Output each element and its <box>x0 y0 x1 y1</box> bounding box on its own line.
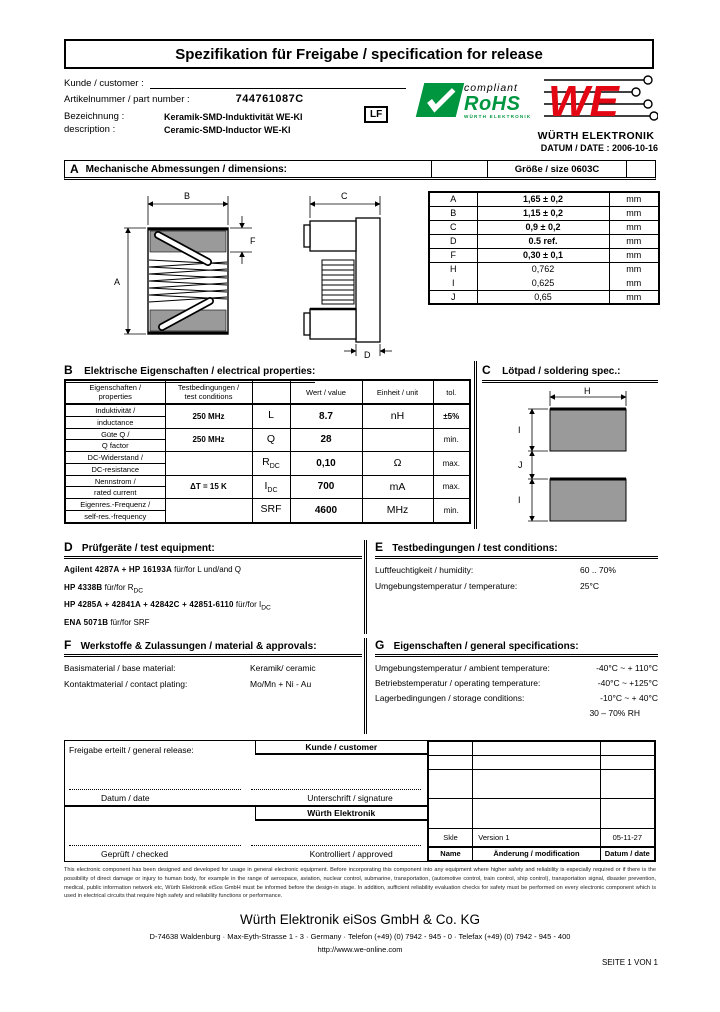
footer <box>64 912 656 954</box>
we-letters: WE <box>548 77 619 124</box>
section-e-header <box>375 540 658 559</box>
dim-value: 0,30 ± 0,1 <box>477 248 609 262</box>
table-row <box>429 276 659 290</box>
dim-value: 1,15 ± 0,2 <box>477 206 609 220</box>
unit-cell: Ω <box>362 452 433 476</box>
revision-table <box>427 741 655 861</box>
section-c <box>474 361 658 529</box>
section-d-title: Prüfgeräte / test equipment: <box>81 543 215 554</box>
dim-unit: mm <box>609 262 659 276</box>
section-a-title-cell <box>65 161 431 177</box>
rohs-sub-label: WÜRTH ELEKTRONIK <box>464 113 532 119</box>
revision-date: 05-11-27 <box>600 829 654 847</box>
revision-header-row <box>428 847 654 861</box>
table-row <box>65 475 470 499</box>
unit-cell: MHz <box>362 499 433 523</box>
dim-label-f: F <box>250 236 256 246</box>
section-a-letter: A <box>70 162 79 176</box>
we-company-label: WÜRTH ELEKTRONIK <box>537 130 655 142</box>
header-fields <box>64 78 406 137</box>
equipment-line: Agilent 4287A + HP 16193A für/for L und/and Q <box>64 565 242 574</box>
section-c-header <box>482 361 658 383</box>
customer-row <box>64 78 406 89</box>
dim-key: J <box>429 290 477 304</box>
dim-key: I <box>429 276 477 290</box>
value-cell: 0,10 <box>290 452 362 476</box>
date-line: DATUM / DATE : 2006-10-16 <box>540 143 658 153</box>
value-cell: 4600 <box>290 499 362 523</box>
table-row <box>429 192 659 206</box>
date-label: Datum / date <box>101 793 150 803</box>
pad-label-h: H <box>584 386 591 396</box>
section-e-letter: E <box>375 540 384 554</box>
unit-cell: mA <box>362 475 433 499</box>
prop-cell: Eigenres.-Frequenz / self-res.-frequency <box>65 499 165 523</box>
condition-row: Luftfeuchtigkeit / humidity: 60 .. 70% <box>375 565 616 575</box>
we-header-cell: Würth Elektronik <box>255 807 427 821</box>
pad-label-j: J <box>518 460 523 470</box>
section-a-spacer-cell <box>431 161 487 177</box>
value-cell: 700 <box>290 475 362 499</box>
symbol-cell: SRF <box>252 499 290 523</box>
we-release-area <box>65 805 427 861</box>
size-label: Größe / size 0603C <box>514 163 600 175</box>
equipment-line: HP 4285A + 42841A + 42842C + 42851-6110 für/for $I_{DC}$ <box>64 600 271 612</box>
checkmark-icon <box>423 87 457 113</box>
section-g-letter: G <box>375 638 385 652</box>
col-properties: Eigenschaften / properties <box>65 380 165 404</box>
section-a-header <box>64 160 656 180</box>
release-left <box>65 741 427 861</box>
signature-label: Unterschrift / signature <box>307 793 393 803</box>
table-row <box>65 452 470 476</box>
document-title: Spezifikation für Freigabe / specification for release <box>175 45 543 63</box>
spec-row: Lagerbedingungen / storage conditions: -10°C ~ + 40°C <box>375 693 658 703</box>
section-e <box>364 540 658 634</box>
symbol-cell: L <box>252 404 290 428</box>
top-pad <box>550 409 626 451</box>
table-row <box>65 499 470 523</box>
description-label: description : <box>64 124 116 135</box>
dim-value: 0.5 ref. <box>477 234 609 248</box>
designation-value: Keramik-SMD-Induktivität WE-KI <box>164 112 303 122</box>
dim-key: C <box>429 220 477 234</box>
cond-cell <box>165 452 252 476</box>
part-number-label: Artikelnummer / part number : <box>64 94 190 105</box>
signature-line <box>251 789 421 790</box>
spec-row: 30 – 70% RH <box>589 708 640 718</box>
col-tol: tol. <box>433 380 470 404</box>
dim-label-c: C <box>341 191 348 201</box>
spec-row: Umgebungstemperatur / ambient temperature: -40°C ~ + 110°C <box>375 663 658 673</box>
section-a-title: Mechanische Abmessungen / dimensions: <box>85 163 288 175</box>
customer-fill-line <box>150 78 406 89</box>
dim-unit: mm <box>609 206 659 220</box>
section-f-letter: F <box>64 638 72 652</box>
section-b-title: Elektrische Eigenschaften / electrical properties: <box>84 366 316 377</box>
approved-label: Kontrolliert / approved <box>309 849 393 859</box>
rohs-text <box>464 83 531 119</box>
revision-header-modification: Änderung / modification <box>473 847 600 861</box>
revision-header-date: Datum / date <box>600 847 654 861</box>
section-f-title: Werkstoffe & Zulassungen / material & approvals: <box>80 641 317 652</box>
cond-cell: 250 MHz <box>165 428 252 452</box>
dim-unit: mm <box>609 290 659 304</box>
tol-cell: max. <box>433 452 470 476</box>
checked-label: Geprüft / checked <box>101 849 169 859</box>
tol-cell: max. <box>433 475 470 499</box>
lf-badge: LF <box>364 106 388 123</box>
dim-unit: mm <box>609 248 659 262</box>
unit-cell <box>362 428 433 452</box>
col-conditions: Testbedingungen / test conditions <box>165 380 252 404</box>
we-logo <box>534 74 658 142</box>
customer-release-area <box>65 741 427 805</box>
mechanical-drawing <box>70 188 420 358</box>
rohs-name-label: RoHS <box>464 92 521 115</box>
symbol-cell: $I_{DC}$ <box>252 475 290 499</box>
revision-empty-row <box>428 799 654 829</box>
description-row <box>64 124 406 135</box>
checked-line <box>69 845 241 846</box>
document-title-box <box>64 39 654 69</box>
dim-value: 0,762 <box>477 262 609 276</box>
dim-key: D <box>429 234 477 248</box>
revision-header-name: Name <box>428 847 473 861</box>
cond-cell <box>165 499 252 523</box>
unit-cell: nH <box>362 404 433 428</box>
section-g-title: Eigenschaften / general specifications: <box>393 641 579 652</box>
rohs-check-icon <box>416 83 464 117</box>
col-value: Wert / value <box>290 380 362 404</box>
tol-cell: min. <box>433 428 470 452</box>
disclaimer-text: This electronic component has been designed and developed for usage in general electronic equipment. Before incorporating this component into any equipment where higher safety and reliability is especially required or if there is the possibility of direct damage or injury to human body, for example in the range of aerospace, aviation, nuclear control, submarine, transportation, (automotive control, train control, ship control), transportation signal, disaster prevention, medical, public information network etc, Würth Elektronik eiSos GmbH must be informed before the design-in stage. In addition, sufficient reliability evaluation checks for safety must be performed on every electronic component which is used in electrical circuits that require high safety and reliability functions or performance. <box>64 867 656 900</box>
value-cell: 28 <box>290 428 362 452</box>
soldering-pad-drawing <box>482 385 657 530</box>
prop-cell: DC-Widerstand / DC-resistance <box>65 452 165 476</box>
company-name: Würth Elektronik eiSos GmbH & Co. KG <box>239 912 481 927</box>
designation-row <box>64 111 406 122</box>
section-a-end-cell <box>626 161 655 177</box>
dim-key: H <box>429 262 477 276</box>
tol-cell: ±5% <box>433 404 470 428</box>
equipment-line: HP 4338B für/for $R_{DC}$ <box>64 582 144 595</box>
rohs-compliant-label: compliant <box>464 82 518 94</box>
dim-label-a: A <box>114 277 121 287</box>
customer-label: Kunde / customer : <box>64 78 144 89</box>
pad-label-i-top: I <box>518 425 521 435</box>
revision-empty-row <box>428 769 654 799</box>
bottom-pad <box>550 479 626 521</box>
dim-key: B <box>429 206 477 220</box>
dim-value: 1,65 ± 0,2 <box>477 192 609 206</box>
company-address: D-74638 Waldenburg · Max-Eyth-Strasse 1 - 3 · Germany · Telefon (+49) (0) 7942 - 945 - 0 · Telefax (+49) (0) 7942 - 945 - 400 <box>149 932 571 941</box>
condition-row: Umgebungstemperatur / temperature: 25°C <box>375 581 599 591</box>
date-signature-line <box>69 789 241 790</box>
section-g <box>364 638 658 734</box>
electrical-properties-table <box>64 379 471 524</box>
designation-label: Bezeichnung : <box>64 111 125 122</box>
size-cell <box>487 161 626 177</box>
symbol-cell: $R_{DC}$ <box>252 452 290 476</box>
section-g-header <box>375 638 658 657</box>
customer-header-cell: Kunde / customer <box>255 741 427 755</box>
we-logo-graphic <box>534 74 658 124</box>
rohs-logo <box>420 83 531 119</box>
dim-label-b: B <box>184 191 191 201</box>
section-d <box>64 540 362 635</box>
section-d-letter: D <box>64 540 73 554</box>
section-f-header <box>64 638 362 657</box>
release-block <box>64 740 656 862</box>
section-b-letter: B <box>64 363 73 377</box>
table-row <box>65 404 470 428</box>
prop-cell: Güte Q / Q factor <box>65 428 165 452</box>
prop-cell: Nennstrom / rated current <box>65 475 165 499</box>
section-d-header <box>64 540 362 559</box>
material-row: Kontaktmaterial / contact plating: Mo/Mn + Ni - Au <box>64 679 312 689</box>
table-row <box>429 234 659 248</box>
dim-value: 0,625 <box>477 276 609 290</box>
material-row: Basismaterial / base material: Keramik/ ceramic <box>64 663 316 673</box>
tol-cell: min. <box>433 499 470 523</box>
revision-empty-row <box>428 742 654 756</box>
dim-value: 0,9 ± 0,2 <box>477 220 609 234</box>
table-row <box>429 206 659 220</box>
section-c-title: Lötpad / soldering spec.: <box>502 366 621 377</box>
company-url: http://www.we-online.com <box>317 945 403 954</box>
table-row <box>429 290 659 304</box>
value-cell: 8.7 <box>290 404 362 428</box>
revision-name: Skle <box>428 829 473 847</box>
revision-empty-row <box>428 755 654 769</box>
table-header-row <box>65 380 470 404</box>
dimensions-table <box>428 191 660 305</box>
side-view <box>304 218 380 342</box>
spec-row: Betriebstemperatur / operating temperature: -40°C ~ +125°C <box>375 678 658 688</box>
dim-unit: mm <box>609 192 659 206</box>
cond-cell: 250 MHz <box>165 404 252 428</box>
section-c-letter: C <box>482 363 491 377</box>
dim-unit: mm <box>609 234 659 248</box>
revision-entry-row <box>428 829 654 847</box>
table-row <box>429 220 659 234</box>
table-row <box>429 248 659 262</box>
page-number: SEITE 1 VON 1 <box>601 958 658 967</box>
dim-label-d: D <box>364 350 371 358</box>
dim-key: F <box>429 248 477 262</box>
general-release-label: Freigabe erteilt / general release: <box>69 745 194 755</box>
dim-unit: mm <box>609 220 659 234</box>
symbol-cell: Q <box>252 428 290 452</box>
dim-key: A <box>429 192 477 206</box>
part-number-value: 744761087C <box>235 93 304 105</box>
table-row <box>65 428 470 452</box>
description-value: Ceramic-SMD-Inductor WE-KI <box>164 125 291 135</box>
col-unit: Einheit / unit <box>362 380 433 404</box>
prop-cell: Induktivität / inductance <box>65 404 165 428</box>
approved-line <box>251 845 421 846</box>
section-f <box>64 638 362 695</box>
cond-cell: ΔT = 15 K <box>165 475 252 499</box>
dim-value: 0,65 <box>477 290 609 304</box>
equipment-line: ENA 5071B für/for SRF <box>64 617 150 627</box>
revision-modification: Version 1 <box>473 829 600 847</box>
pad-label-i-bottom: I <box>518 495 521 505</box>
dim-unit: mm <box>609 276 659 290</box>
table-row <box>429 262 659 276</box>
col-symbol <box>252 380 290 404</box>
section-e-title: Testbedingungen / test conditions: <box>392 543 558 554</box>
